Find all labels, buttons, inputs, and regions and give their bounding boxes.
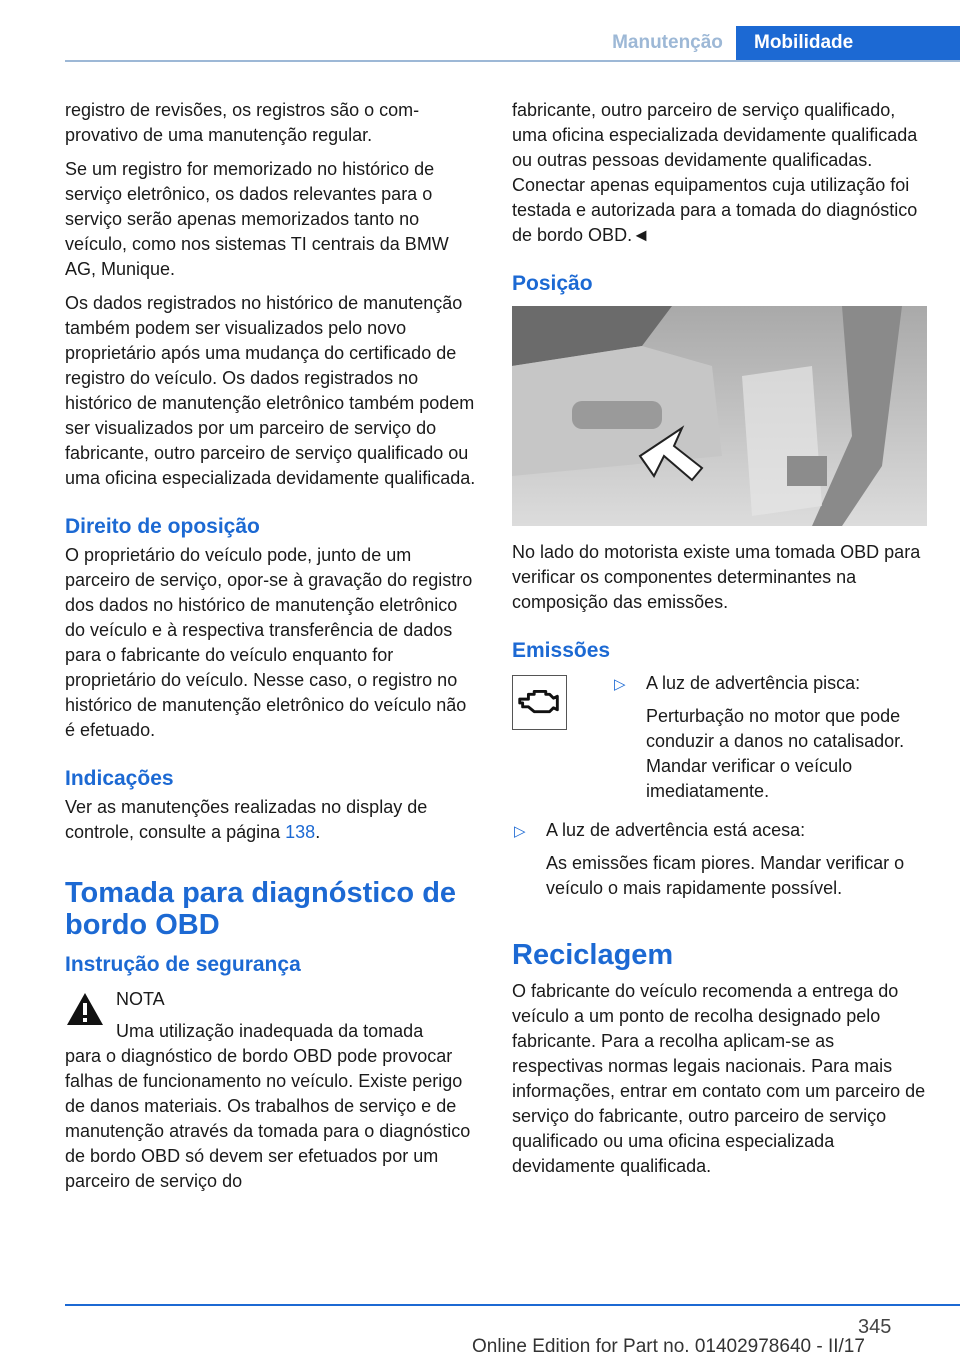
heading-instrucao-seguranca: Instrução de segurança (65, 953, 301, 976)
heading-direito-oposicao: Direito de oposição (65, 515, 260, 538)
header-tab-mobilidade[interactable]: Mobilidade (736, 26, 960, 62)
bullet-triangle-icon: ▷ (514, 823, 526, 840)
heading-indicacoes: Indicações (65, 767, 174, 790)
footer-rule (65, 1304, 960, 1306)
paragraph: Os dados registrados no histórico de manutenção também podem ser visualizados pelo novo proprietário após uma mudança do certificado de registro do veículo. Os dados registrados no histórico de manutenção eletrônico também podem ser visualizados por um parceiro de serviço do fabricante, outro parceiro de serviço qualificado ou uma oficina especializada devidamente qualificada. (65, 293, 476, 488)
note-text: Uma utilização inadequada da tomada (116, 1021, 424, 1041)
emissions-list (512, 671, 927, 804)
paragraph: Se um registro for memorizado no histórico de serviço eletrônico, os dados relevantes para o serviço serão apenas memorizados tanto no veículo, como nos sistemas TI centrais da BMW AG, Munique. (65, 159, 449, 279)
page-link[interactable]: 138 (285, 822, 316, 842)
right-column (512, 98, 927, 1188)
page-number: 345 (858, 1316, 892, 1338)
footer-edition: Online Edition for Part no. 01402978640 - II/17 (472, 1336, 865, 1357)
note-label: NOTA (116, 989, 165, 1009)
left-column (65, 98, 480, 1203)
engine-warning-icon (512, 675, 567, 730)
heading-posicao: Posição (512, 272, 593, 295)
heading-emissoes: Emissões (512, 639, 611, 662)
header-tab-manutencao[interactable]: Manutenção (612, 32, 723, 53)
bullet-triangle-icon: ▷ (614, 676, 626, 693)
note-continuation: para o diagnóstico de bordo OBD pode provocar falhas de funcionamento no veículo. Existe perigo de danos materiais. Os trabalhos de serviço e de manutenção através da tomada para o diagnóstico de bordo OBD só devem ser efetuados por um parceiro de serviço do (65, 1046, 471, 1191)
list-item: ▷ A luz de advertência pisca: Perturbação no motor que pode conduzir a danos no catalisador. Mandar verificar o veículo imediatamente. (614, 673, 905, 801)
paragraph: fabricante, outro parceiro de serviço qualificado, uma oficina especializada devidamente qualificada ou outras pessoas devidamente qualificadas. Conectar apenas equipamentos cuja utilização foi testada e autorizada para a tomada do diagnóstico de bordo OBD.◄ (512, 100, 918, 245)
paragraph: O fabricante do veículo recomenda a entrega do veículo a um ponto de recolha designado pelo fabricante. Para a recolha aplicam-se as respectivas normas legais nacionais. Para mais informações, entrar em contato com um parceiro de serviço do fabricante, outro parceiro de serviço qualificado ou uma oficina especializada devidamente qualificada. (512, 981, 926, 1176)
warning-note (65, 987, 480, 1044)
header-rule (65, 60, 960, 62)
warning-icon (65, 991, 105, 1027)
obd-location-photo (512, 306, 927, 526)
paragraph: registro de revisões, os registros são o comprovativo de uma manutenção regular. (65, 100, 420, 145)
heading-reciclagem: Reciclagem (512, 939, 674, 971)
paragraph: Ver as manutenções realizadas no display de controle, consulte a página 138. (65, 797, 428, 842)
heading-tomada-obd: Tomada para diagnóstico de bordo OBD (65, 877, 457, 941)
paragraph: O proprietário do veículo pode, junto de um parceiro de serviço, opor-se à gravação do registro dos dados no histórico de manutenção eletrônico do veículo e à respectiva transferência de dados para o fabricante do veículo enquanto for proprietário do veículo. Nesse caso, o registro no histórico de manutenção eletrônico do veículo não é efetuado. (65, 545, 473, 740)
list-item: ▷ A luz de advertência está acesa: As emissões ficam piores. Mandar verificar o veículo o mais rapidamente possível. (514, 820, 905, 898)
paragraph: No lado do motorista existe uma tomada OBD para verificar os componentes determinantes na composição das emissões. (512, 542, 921, 612)
